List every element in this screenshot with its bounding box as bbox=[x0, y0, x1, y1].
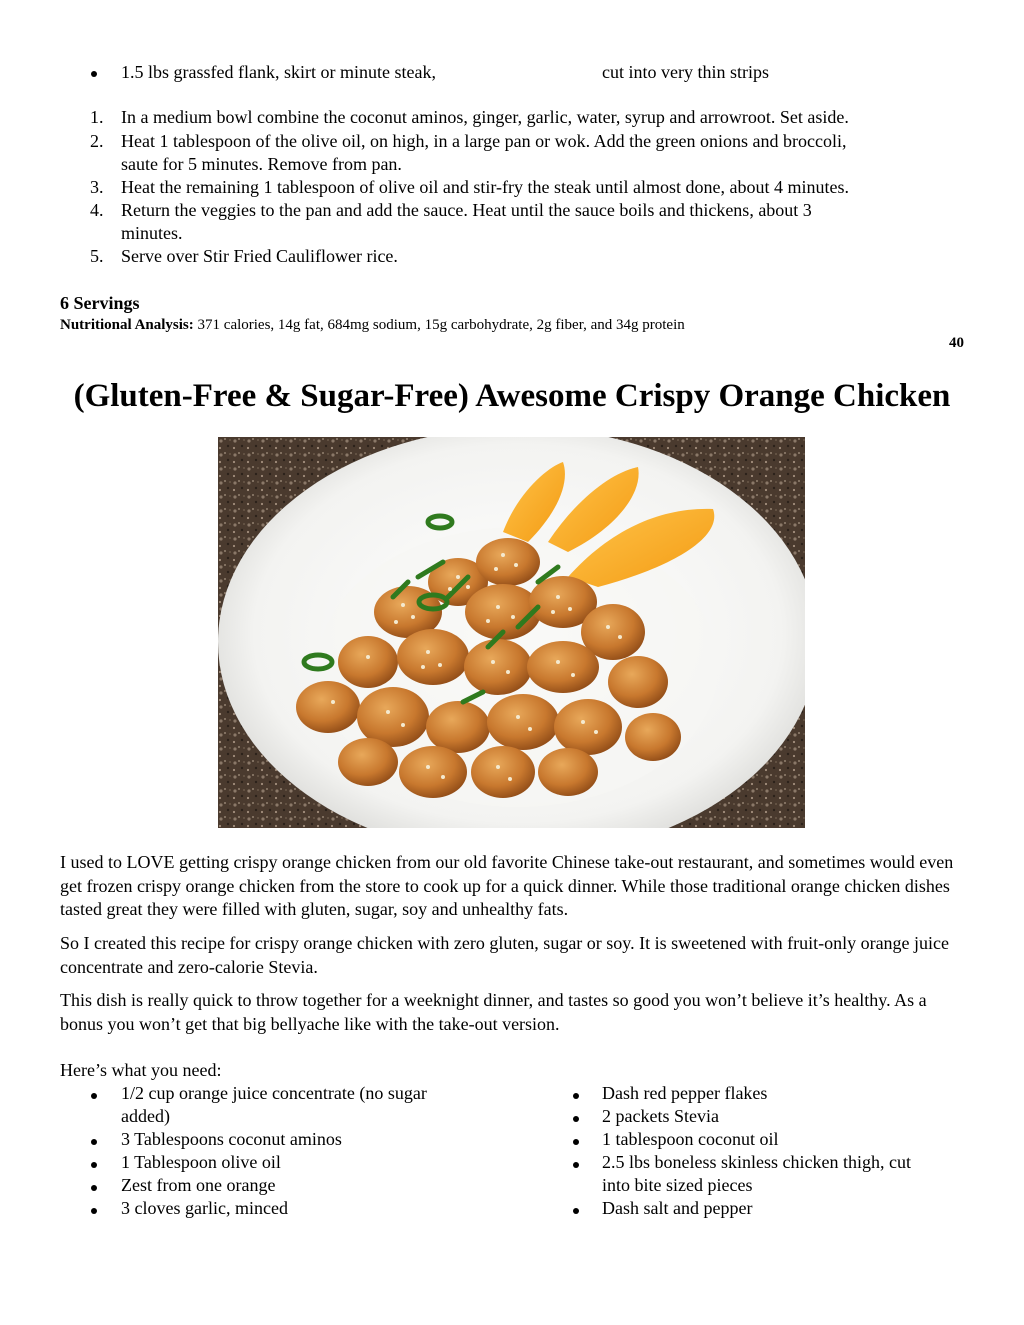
bullet-icon bbox=[91, 1139, 97, 1145]
step-text: Heat the remaining 1 tablespoon of olive oil and stir-fry the steak until almost done, about 4 minutes. bbox=[121, 177, 849, 197]
nutrition-text: 371 calories, 14g fat, 684mg sodium, 15g carbohydrate, 2g fiber, and 34g protein bbox=[193, 317, 685, 333]
bullet-icon bbox=[573, 1162, 579, 1168]
step-text: Return the veggies to the pan and add the sauce. Heat until the sauce boils and thickens, about 3 bbox=[121, 200, 812, 220]
step-text: minutes. bbox=[121, 223, 183, 243]
step-number: 2. bbox=[90, 131, 104, 151]
ingredient-item: Dash red pepper flakes bbox=[602, 1083, 768, 1103]
step-text: In a medium bowl combine the coconut aminos, ginger, garlic, water, syrup and arrowroot. Set aside. bbox=[121, 107, 849, 127]
bullet-icon bbox=[91, 71, 97, 77]
step-text: Heat 1 tablespoon of the olive oil, on high, in a large pan or wok. Add the green onions and broccoli, bbox=[121, 131, 847, 151]
ingredient-item: Dash salt and pepper bbox=[602, 1198, 753, 1218]
servings-heading: 6 Servings bbox=[60, 293, 140, 313]
bullet-icon bbox=[573, 1093, 579, 1099]
intro-paragraph: This dish is really quick to throw together for a weeknight dinner, and tastes so good you won’t believe it’s healthy. As a bonus you won’t get that big bellyache like with the take-out version. bbox=[60, 990, 927, 1034]
ingredient-item: Zest from one orange bbox=[121, 1175, 276, 1195]
ingredient-item: 3 Tablespoons coconut aminos bbox=[121, 1129, 342, 1149]
ingredient-text-continued: cut into very thin strips bbox=[602, 62, 769, 82]
intro-paragraph: I used to LOVE getting crispy orange chicken from our old favorite Chinese take-out restaurant, and sometimes would even get frozen crispy orange chicken from the store to cook up for a quick dinner. While those traditional orange chicken dishes tasted great they were filled with gluten, sugar, soy and unhealthy fats. bbox=[60, 852, 954, 919]
step-number: 4. bbox=[90, 200, 104, 220]
step-number: 1. bbox=[90, 107, 104, 127]
ingredient-item: 3 cloves garlic, minced bbox=[121, 1198, 288, 1218]
bullet-icon bbox=[573, 1139, 579, 1145]
ingredient-item-continued: into bite sized pieces bbox=[602, 1175, 753, 1195]
bullet-icon bbox=[91, 1162, 97, 1168]
ingredients-heading: Here’s what you need: bbox=[60, 1060, 222, 1080]
step-text: Serve over Stir Fried Cauliflower rice. bbox=[121, 246, 398, 266]
ingredient-text: 1.5 lbs grassfed flank, skirt or minute steak, bbox=[121, 62, 436, 82]
bullet-icon bbox=[91, 1208, 97, 1214]
step-number: 3. bbox=[90, 177, 104, 197]
bullet-icon bbox=[573, 1116, 579, 1122]
ingredient-item-continued: added) bbox=[121, 1106, 170, 1126]
nutrition-line bbox=[60, 316, 685, 334]
page-number: 40 bbox=[949, 335, 964, 351]
ingredient-item: 1/2 cup orange juice concentrate (no sugar bbox=[121, 1083, 427, 1103]
step-number: 5. bbox=[90, 246, 104, 266]
ingredient-item: 2 packets Stevia bbox=[602, 1106, 719, 1126]
nutrition-label: Nutritional Analysis: bbox=[60, 317, 194, 333]
ingredient-item: 1 Tablespoon olive oil bbox=[121, 1152, 281, 1172]
intro-paragraph: So I created this recipe for crispy orange chicken with zero gluten, sugar or soy. It is sweetened with fruit-only orange juice concentrate and zero-calorie Stevia. bbox=[60, 933, 950, 977]
bullet-icon bbox=[91, 1185, 97, 1191]
step-text: saute for 5 minutes. Remove from pan. bbox=[121, 154, 402, 174]
recipe-photo bbox=[218, 437, 805, 828]
bullet-icon bbox=[91, 1093, 97, 1099]
bullet-icon bbox=[573, 1208, 579, 1214]
recipe-title: (Gluten-Free & Sugar-Free) Awesome Crispy Orange Chicken bbox=[73, 378, 951, 414]
ingredient-item: 1 tablespoon coconut oil bbox=[602, 1129, 779, 1149]
ingredient-item: 2.5 lbs boneless skinless chicken thigh, cut bbox=[602, 1152, 911, 1172]
